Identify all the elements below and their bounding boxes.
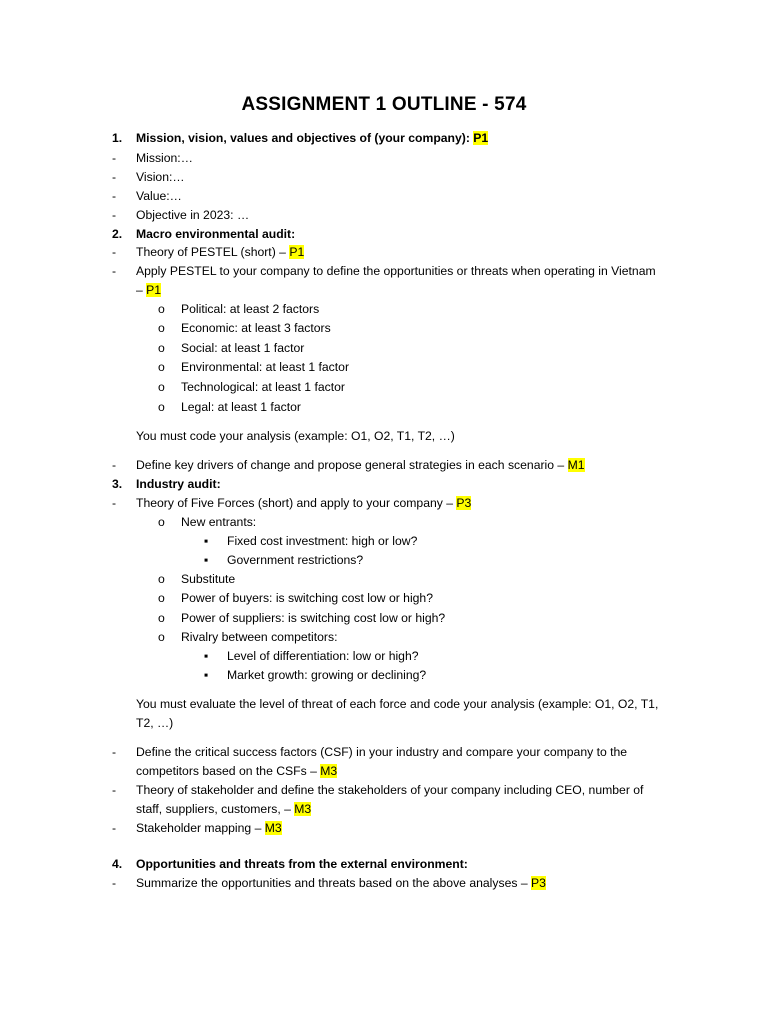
square-bullet: ▪ — [204, 649, 209, 663]
list-item: Stakeholder mapping – M3 — [136, 821, 282, 835]
sub-item: Power of suppliers: is switching cost low or high? — [181, 611, 446, 625]
dash-bullet: - — [112, 170, 117, 184]
sub-sub-item: Market growth: growing or declining? — [227, 668, 427, 682]
list-item: Apply PESTEL to your company to define the opportunities or threats when operating in Vietnam — [136, 264, 656, 278]
section-heading: Macro environmental audit: — [136, 227, 296, 241]
section-heading: Opportunities and threats from the external environment: — [136, 857, 468, 871]
sub-item: Power of buyers: is switching cost low or high? — [181, 591, 433, 605]
sub-item: Economic: at least 3 factors — [181, 321, 331, 335]
sub-sub-item: Level of differentiation: low or high? — [227, 649, 419, 663]
list-item: Theory of PESTEL (short) – P1 — [136, 245, 305, 259]
dash-bullet: - — [112, 783, 117, 797]
section-number: 1. — [112, 131, 123, 145]
list-item: Define key drivers of change and propose general strategies in each scenario – M1 — [136, 458, 585, 472]
page-title: ASSIGNMENT 1 OUTLINE - 574 — [241, 94, 527, 115]
dash-bullet: - — [112, 496, 117, 510]
note-paragraph: You must code your analysis (example: O1, O2, T1, T2, …) — [136, 429, 455, 443]
circle-bullet: o — [158, 611, 165, 625]
dash-bullet: - — [112, 458, 117, 472]
section-number: 2. — [112, 227, 123, 241]
criterion-tag: P1 — [473, 131, 489, 145]
dash-bullet: - — [112, 821, 117, 835]
note-paragraph: You must evaluate the level of threat of each force and code your analysis (example: O1, O2, T1, — [136, 697, 659, 711]
list-item: Vision:… — [136, 170, 185, 184]
section-number: 4. — [112, 857, 123, 871]
circle-bullet: o — [158, 302, 165, 316]
sub-item: Technological: at least 1 factor — [181, 380, 345, 394]
list-item: Define the critical success factors (CSF) in your industry and compare your company to the — [136, 745, 628, 759]
list-item: Mission:… — [136, 151, 193, 165]
list-item: Theory of Five Forces (short) and apply to your company – P3 — [136, 496, 472, 510]
sub-item: Social: at least 1 factor — [181, 341, 305, 355]
criterion-tag: P3 — [531, 876, 546, 890]
criterion-tag: M3 — [320, 764, 338, 778]
list-item-continuation: – P1 — [136, 283, 162, 297]
criterion-tag: P1 — [146, 283, 162, 297]
criterion-tag: M3 — [264, 821, 282, 835]
list-item: Objective in 2023: … — [136, 208, 250, 222]
circle-bullet: o — [158, 630, 165, 644]
circle-bullet: o — [158, 321, 165, 335]
list-item-continuation: staff, suppliers, customers, – M3 — [136, 802, 312, 816]
criterion-tag: M1 — [567, 458, 585, 472]
dash-bullet: - — [112, 151, 117, 165]
sub-item: Rivalry between competitors: — [181, 630, 338, 644]
section-number: 3. — [112, 477, 123, 491]
circle-bullet: o — [158, 591, 165, 605]
square-bullet: ▪ — [204, 553, 209, 567]
square-bullet: ▪ — [204, 534, 209, 548]
dash-bullet: - — [112, 189, 117, 203]
criterion-tag: P3 — [456, 496, 472, 510]
circle-bullet: o — [158, 360, 165, 374]
list-item-continuation: competitors based on the CSFs – M3 — [136, 764, 338, 778]
circle-bullet: o — [158, 515, 165, 529]
sub-item: Substitute — [181, 572, 236, 586]
note-paragraph-continuation: T2, …) — [136, 716, 174, 730]
sub-sub-item: Fixed cost investment: high or low? — [227, 534, 418, 548]
circle-bullet: o — [158, 572, 165, 586]
sub-item: New entrants: — [181, 515, 257, 529]
sub-item: Political: at least 2 factors — [181, 302, 320, 316]
sub-item: Legal: at least 1 factor — [181, 400, 301, 414]
sub-item: Environmental: at least 1 factor — [181, 360, 350, 374]
circle-bullet: o — [158, 400, 165, 414]
dash-bullet: - — [112, 208, 117, 222]
section-heading: Industry audit: — [136, 477, 221, 491]
list-item: Value:… — [136, 189, 182, 203]
square-bullet: ▪ — [204, 668, 209, 682]
criterion-tag: P1 — [289, 245, 305, 259]
circle-bullet: o — [158, 380, 165, 394]
sub-sub-item: Government restrictions? — [227, 553, 364, 567]
list-item: Theory of stakeholder and define the stakeholders of your company including CEO, number of — [136, 783, 644, 797]
circle-bullet: o — [158, 341, 165, 355]
dash-bullet: - — [112, 876, 117, 890]
dash-bullet: - — [112, 245, 117, 259]
list-item: Summarize the opportunities and threats based on the above analyses – P3 — [136, 876, 546, 890]
criterion-tag: M3 — [294, 802, 312, 816]
section-heading: Mission, vision, values and objectives of (your company): P1 — [136, 131, 489, 145]
dash-bullet: - — [112, 745, 117, 759]
dash-bullet: - — [112, 264, 117, 278]
